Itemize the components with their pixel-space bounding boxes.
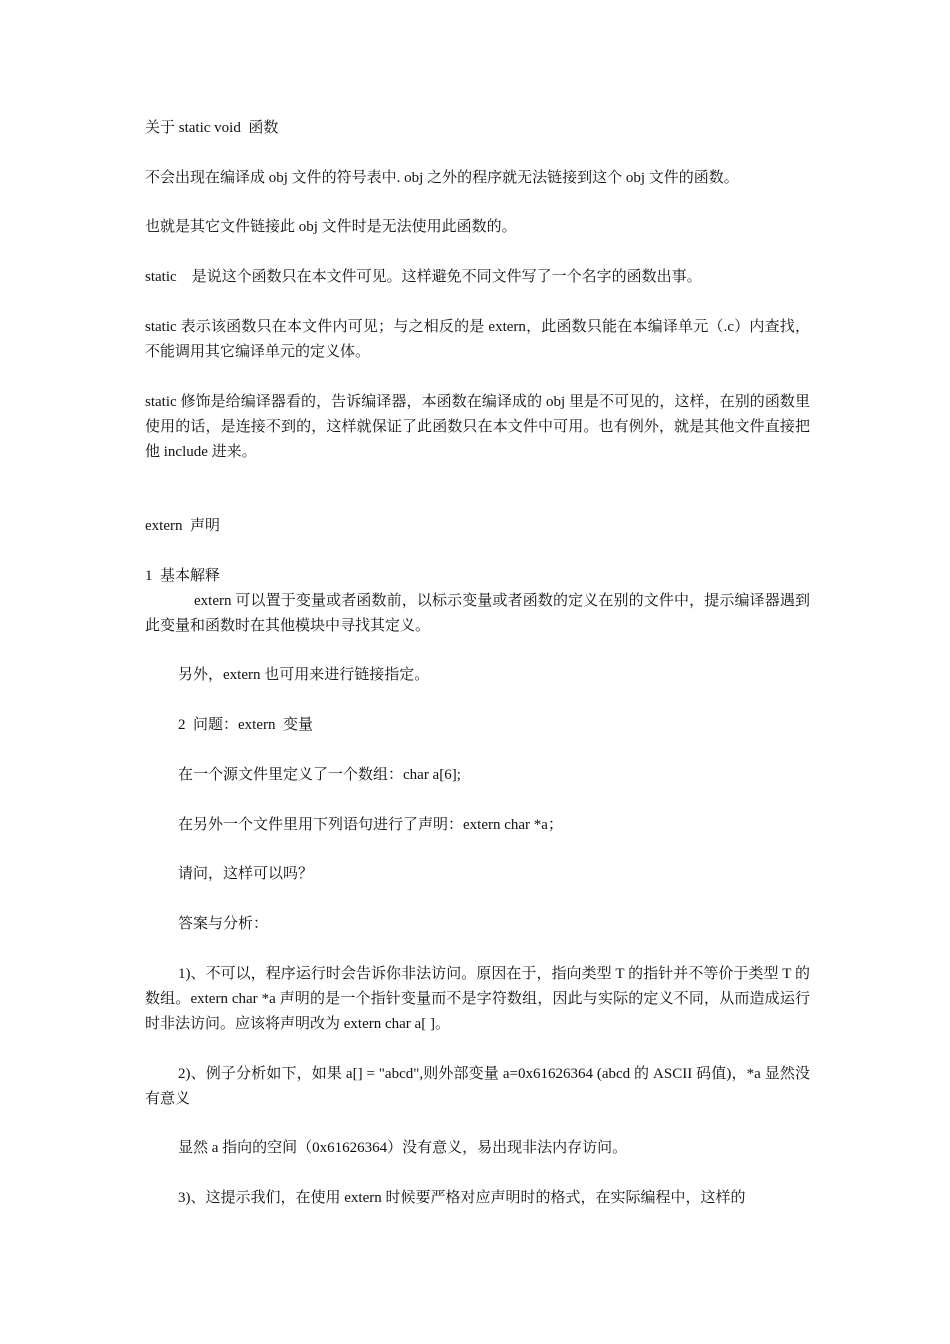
paragraph: static 是说这个函数只在本文件可见。这样避免不同文件写了一个名字的函数出事。 xyxy=(145,269,702,285)
paragraph: 也就是其它文件链接此 obj 文件时是无法使用此函数的。 xyxy=(145,219,517,235)
paragraph: static 表示该函数只在本文件内可见；与之相反的是 extern，此函数只能在本编译单元（.c）内查找，不能调用其它编译单元的定义体。 xyxy=(145,319,810,360)
paragraph: 答案与分析： xyxy=(178,916,269,932)
section-title-extern: extern 声明 xyxy=(145,518,220,534)
paragraph: 1)、不可以，程序运行时会告诉你非法访问。原因在于，指向类型 T 的指针并不等价于类型 T 的数组。extern char *a 声明的是一个指针变量而不是字符数组，因此与实际的定义不同，从而造成运行时非法访问。应该将声明改为 extern char a[ ]。 xyxy=(145,966,810,1032)
subsection-title: 2 问题：extern 变量 xyxy=(178,717,313,733)
paragraph: 在另外一个文件里用下列语句进行了声明：extern char *a； xyxy=(178,817,563,833)
paragraph: 不会出现在编译成 obj 文件的符号表中. obj 之外的程序就无法链接到这个 obj 文件的函数。 xyxy=(145,170,739,186)
subsection-title: 1 基本解释 xyxy=(145,568,221,584)
paragraph: 2)、例子分析如下，如果 a[] = "abcd",则外部变量 a=0x61626364 (abcd 的 ASCII 码值)，*a 显然没有意义 xyxy=(145,1066,810,1107)
paragraph: 显然 a 指向的空间（0x61626364）没有意义，易出现非法内存访问。 xyxy=(178,1140,628,1156)
paragraph: 请问，这样可以吗？ xyxy=(178,866,314,882)
paragraph: 3)、这提示我们，在使用 extern 时候要严格对应声明时的格式，在实际编程中，这样的 xyxy=(178,1190,746,1206)
paragraph: static 修饰是给编译器看的，告诉编译器，本函数在编译成的 obj 里是不可见的，这样，在别的函数里使用的话，是连接不到的，这样就保证了此函数只在本文件中可用。也有例外，就是其他文件直接把他 include 进来。 xyxy=(145,394,810,460)
paragraph: extern 可以置于变量或者函数前，以标示变量或者函数的定义在别的文件中，提示编译器遇到此变量和函数时在其他模块中寻找其定义。 xyxy=(145,593,810,634)
paragraph: 在一个源文件里定义了一个数组：char a[6]; xyxy=(178,767,461,783)
section-title-static-void: 关于 static void 函数 xyxy=(145,120,279,136)
paragraph: 另外，extern 也可用来进行链接指定。 xyxy=(178,667,430,683)
